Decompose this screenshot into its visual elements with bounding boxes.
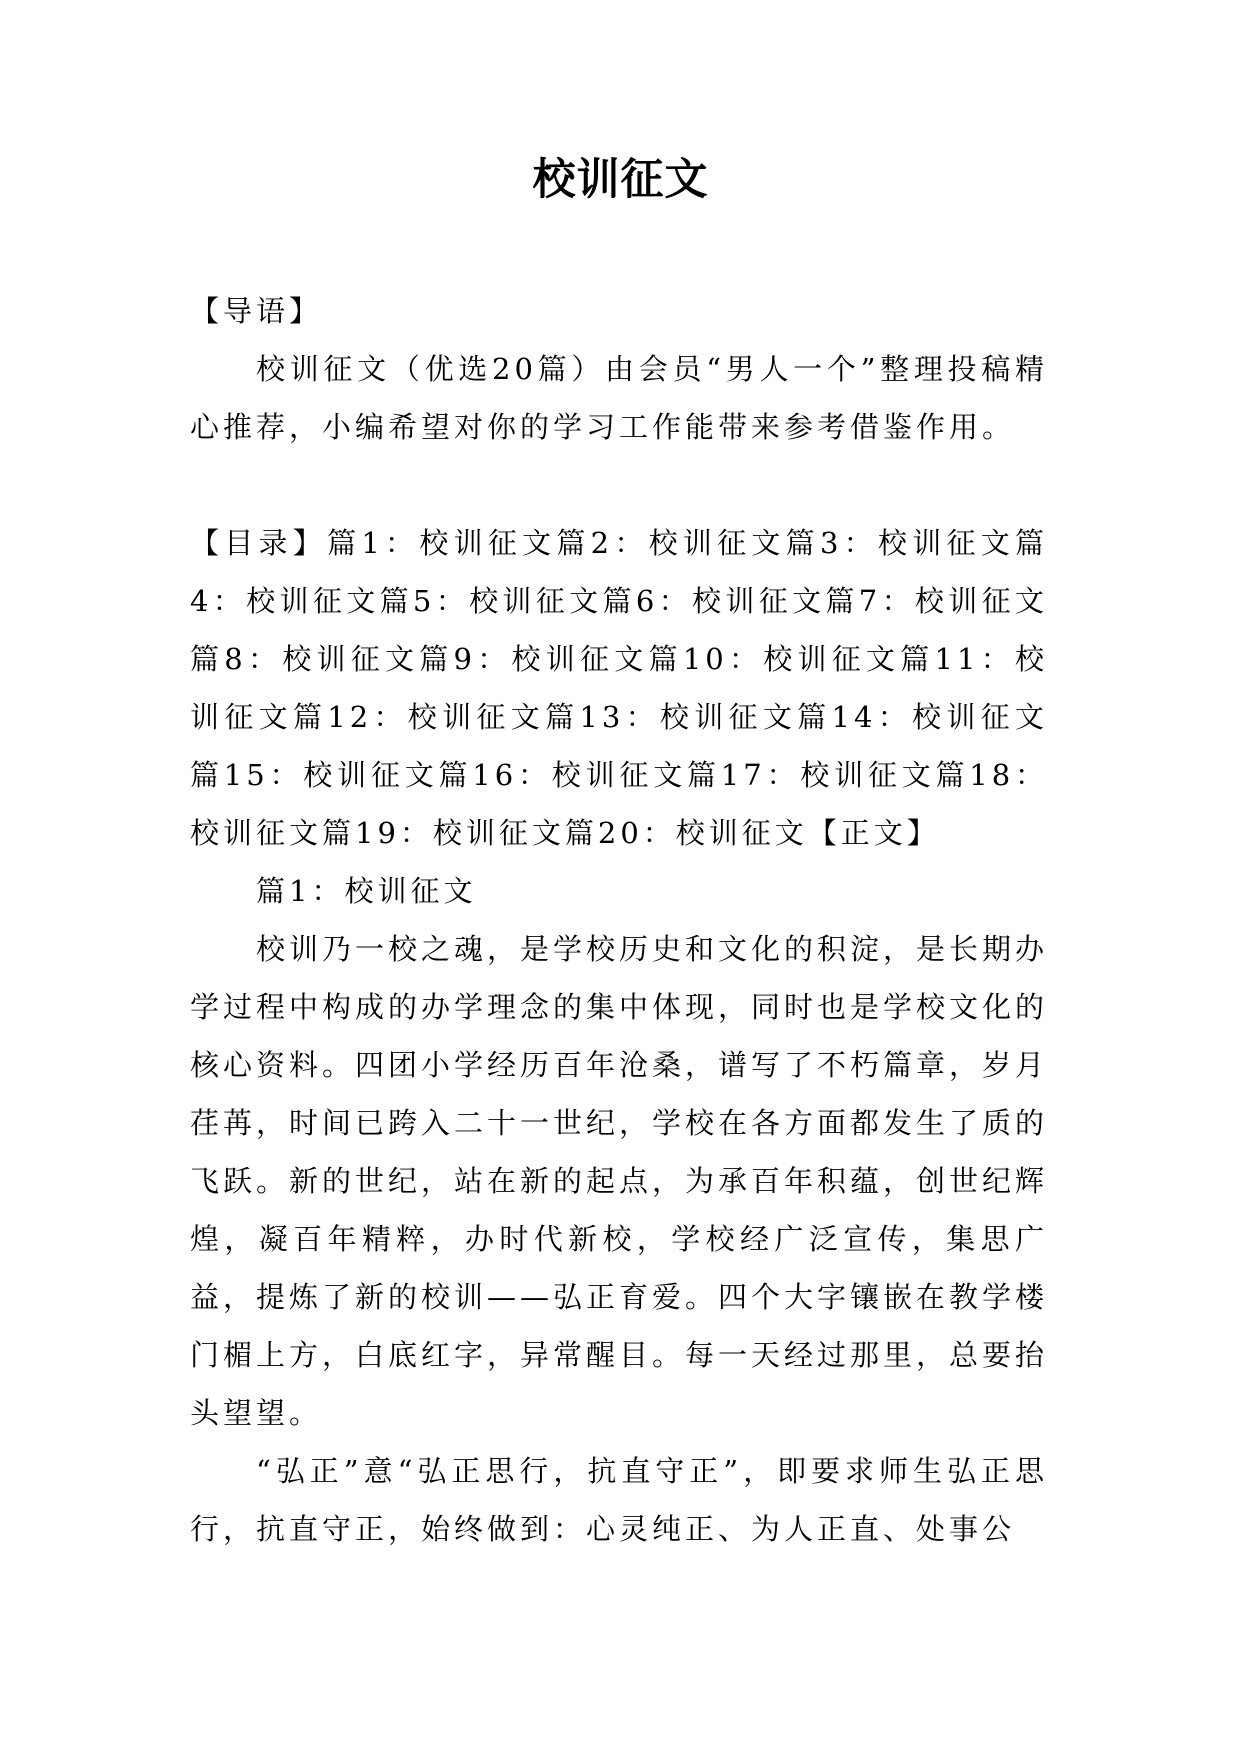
intro-paragraph: 校训征文（优选20篇）由会员“男人一个”整理投稿精心推荐，小编希望对你的学习工作能带来参考借鉴作用。 (190, 352, 1048, 444)
document-title: 校训征文 (532, 155, 709, 205)
body-paragraph-1: 校训乃一校之魂，是学校历史和文化的积淀，是长期办学过程中构成的办学理念的集中体现，同时也是学校文化的核心资料。四团小学经历百年沧桑，谱写了不朽篇章，岁月荏苒，时间已跨入二十一世纪，学校在各方面都发生了质的飞跃。新的世纪，站在新的起点，为承百年积蕴，创世纪辉煌，凝百年精粹，办时代新校，学校经广泛宣传，集思广益，提炼了新的校训——弘正育爱。四个大字镶嵌在教学楼门楣上方，白底红字，异常醒目。每一天经过那里，总要抬头望望。 (190, 932, 1049, 1430)
intro-heading: 【导语】 (190, 294, 323, 328)
chapter-title: 篇1：校训征文 (256, 874, 477, 908)
body-paragraph-2: “弘正”意“弘正思行，抗直守正”，即要求师生弘正思行，抗直守正，始终做到：心灵纯正、为人正直、处事公 (190, 1454, 1048, 1546)
table-of-contents: 【目录】篇1：校训征文篇2：校训征文篇3：校训征文篇4：校训征文篇5：校训征文篇6：校训征文篇7：校训征文篇8：校训征文篇9：校训征文篇10：校训征文篇11：校训征文篇12：校训征文篇13：校训征文篇14：校训征文篇15：校训征文篇16：校训征文篇17：校训征文篇18：校训征文篇19：校训征文篇20：校训征文【正文】 (190, 526, 1048, 850)
